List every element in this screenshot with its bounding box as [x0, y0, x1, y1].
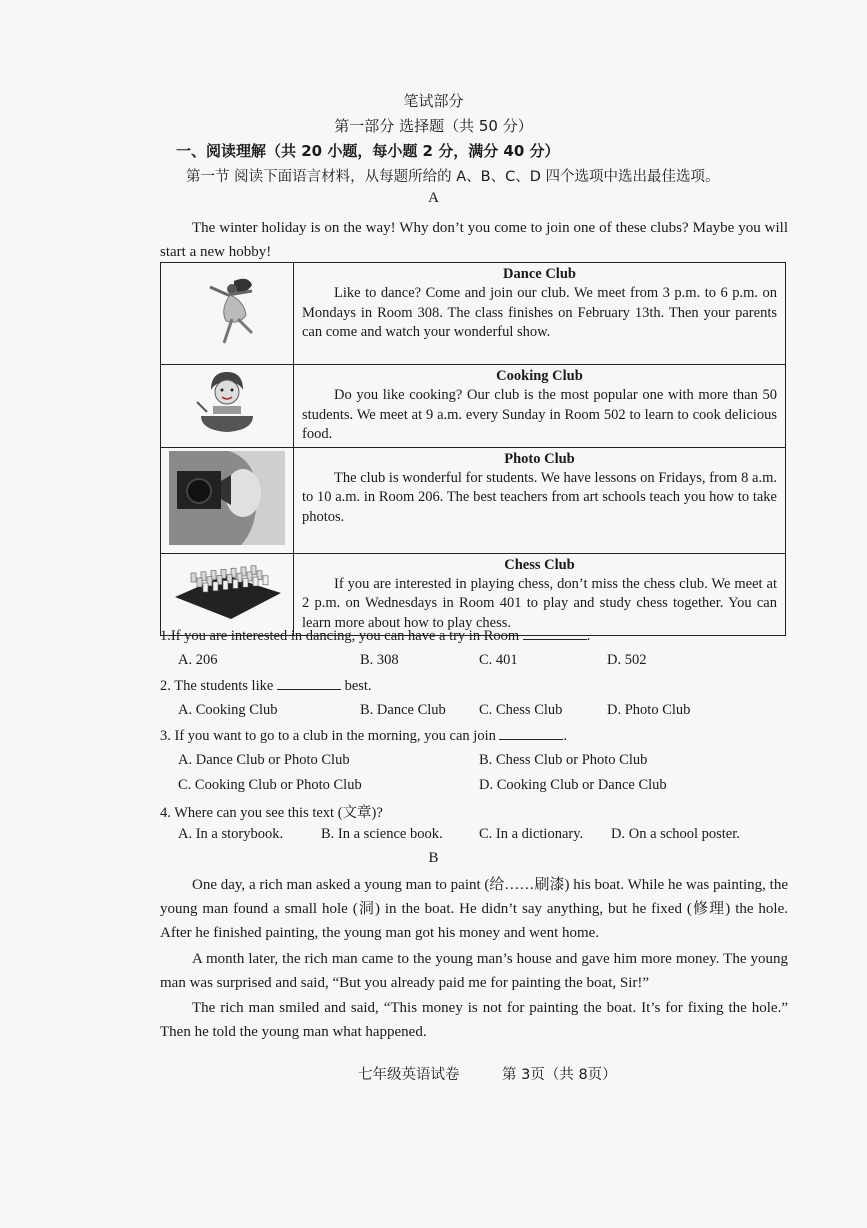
camera-photo-icon — [169, 451, 285, 545]
question-1: 1.If you are interested in dancing, you can have a try in Room . — [160, 628, 591, 644]
cook-icon — [177, 368, 277, 438]
reading-heading: 一、阅读理解（共 20 小题，每小题 2 分，满分 40 分） — [176, 142, 560, 160]
option: B. In a science book. — [321, 826, 443, 842]
question-3: 3. If you want to go to a club in the morning, you can join . — [160, 728, 568, 744]
club-name: Chess Club — [504, 556, 575, 573]
option: C. In a dictionary. — [479, 826, 584, 842]
option: B. Dance Club — [360, 702, 446, 718]
club-row-photo — [161, 447, 786, 553]
question-stem: 4. Where can you see this text (文章)? — [160, 805, 383, 821]
passage-b-paragraph: A month later, the rich man came to the young man’s house and gave him more money. The young man was surprised and said, “But you already paid me for painting the boat, Sir!” — [160, 951, 788, 991]
option: D. 502 — [607, 652, 647, 668]
option: D. On a school poster. — [611, 826, 740, 842]
option: C. 401 — [479, 652, 518, 668]
answer-blank — [499, 727, 563, 740]
passage-b-paragraph: One day, a rich man asked a young man to paint (给……刷漆) his boat. While he was painting, the young man found a small hole (洞) in the boat. He didn’t say anything, but he fixed (修理) the hole. After he finished painting, the young man got his money and went home. — [160, 877, 788, 941]
club-row-dance — [161, 263, 786, 365]
option: D. Photo Club — [607, 702, 691, 718]
club-row-chess — [161, 553, 786, 636]
club-description: If you are interested in playing chess, don’t miss the chess club. We meet at 2 p.m. on Wednesdays in Room 401 to play and study chess together. You can learn more about how to play chess. — [302, 575, 777, 631]
section-title: 笔试部分 — [403, 92, 464, 110]
club-description: The club is wonderful for students. We have lessons on Fridays, from 8 a.m. to 10 a.m. in Room 206. The best teachers from art schools teach you how to take photos. — [302, 469, 777, 525]
club-name: Photo Club — [504, 450, 575, 467]
chessboard-icon — [169, 557, 285, 627]
instruction: 第一节 阅读下面语言材料，从每题所给的 A、B、C、D 四个选项中选出最佳选项。 — [186, 169, 720, 185]
footer-page-info: 第 3页（共 8页） — [502, 1067, 617, 1083]
question-4 — [160, 801, 383, 822]
passage-b-label: B — [428, 850, 439, 866]
option: B. 308 — [360, 652, 399, 668]
question-stem: 3. If you want to go to a club in the morning, you can join — [160, 728, 496, 744]
club-row-cooking — [161, 365, 786, 448]
passage-b-paragraph: The rich man smiled and said, “This money is not for painting the boat. It’s for fixing the hole.” Then he told the young man what happened. — [160, 1000, 788, 1040]
option: C. Cooking Club or Photo Club — [178, 777, 362, 793]
option: D. Cooking Club or Dance Club — [479, 777, 667, 793]
answer-blank — [523, 627, 587, 640]
option: A. In a storybook. — [178, 826, 284, 842]
club-name: Cooking Club — [496, 368, 583, 384]
question-stem: 2. The students like — [160, 678, 274, 694]
question-stem: 1.If you are interested in dancing, you can have a try in Room — [160, 628, 520, 644]
answer-blank — [277, 677, 341, 690]
question-2: 2. The students like best. — [160, 678, 372, 694]
footer-exam-name: 七年级英语试卷 — [358, 1067, 460, 1083]
passage-a-label: A — [428, 190, 439, 206]
clubs-table — [160, 262, 786, 636]
option: C. Chess Club — [479, 702, 563, 718]
passage-a-intro: The winter holiday is on the way! Why don’t you come to join one of these clubs? Maybe you will start a new hobby! — [160, 220, 788, 260]
part-title: 第一部分 选择题（共 50 分） — [334, 117, 533, 135]
dancer-icon — [172, 271, 282, 351]
option: B. Chess Club or Photo Club — [479, 752, 648, 768]
club-description: Do you like cooking? Our club is the most popular one with more than 50 students. We meet at 9 a.m. every Sunday in Room 502 to learn to cook delicious food. — [302, 387, 777, 442]
option: A. Dance Club or Photo Club — [178, 752, 350, 768]
option: A. 206 — [178, 652, 218, 668]
club-name: Dance Club — [503, 266, 576, 282]
club-description: Like to dance? Come and join our club. We meet from 3 p.m. to 6 p.m. on Mondays in Room 308. The class finishes on February 13th. Then your parents can come and watch your wonderful show. — [302, 285, 777, 340]
option: A. Cooking Club — [178, 702, 278, 718]
